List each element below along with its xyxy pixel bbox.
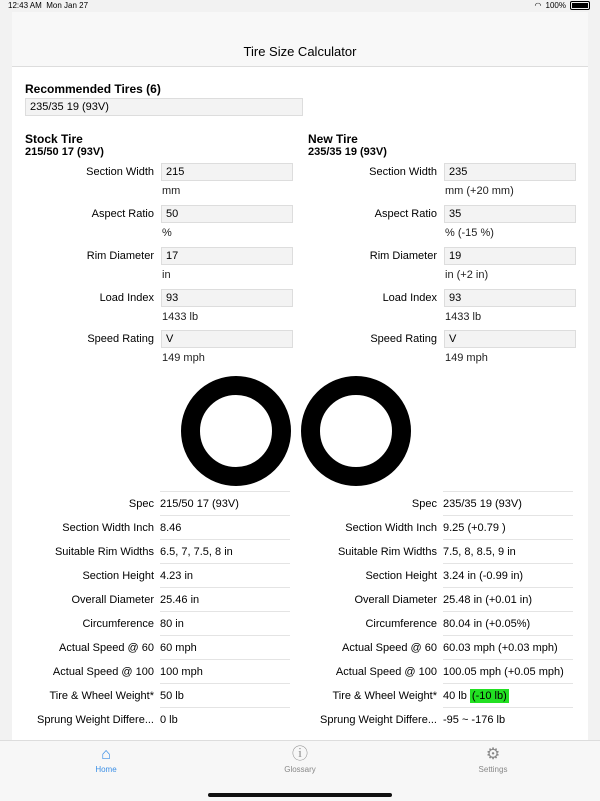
tab-settings-label: Settings [478,765,508,774]
result-left-value: 60 mph [160,635,290,659]
result-left-label: Circumference [82,618,154,630]
stock-rim-diameter-input[interactable]: 17 [161,247,293,265]
result-left-value: 50 lb [160,683,290,707]
new-spec: 235/35 19 (93V) [308,146,387,158]
result-left-value: 80 in [160,611,290,635]
status-bar [0,0,600,12]
result-right-value: 9.25 (+0.79 ) [443,515,573,539]
result-right-label: Tire & Wheel Weight* [332,690,437,702]
result-right-label: Sprung Weight Differe... [320,714,437,726]
result-left-value: 100 mph [160,659,290,683]
result-left-value: 4.23 in [160,563,290,587]
result-right-label: Actual Speed @ 60 [342,642,437,654]
stock-section-width-unit: mm [162,185,181,197]
new-rim-diameter-unit: in (+2 in) [445,269,489,281]
result-right-label: Spec [411,498,437,510]
stock-load-index-unit: 1433 lb [162,311,199,323]
new-section-width-input[interactable]: 235 [444,163,576,181]
stock-load-index-label: Load Index [99,292,154,304]
result-left-label: Suitable Rim Widths [54,546,154,558]
stock-tire-graphic [181,376,291,486]
result-left-label: Tire & Wheel Weight* [49,690,154,702]
stock-speed-rating-unit: 149 mph [162,352,205,364]
stock-rim-diameter-unit: in [162,269,171,281]
new-rim-diameter-label: Rim Diameter [369,250,437,262]
result-left-label: Overall Diameter [71,594,154,606]
stock-speed-rating-input[interactable]: V [161,330,293,348]
result-right-value: -95 ~ -176 lb [443,707,573,731]
new-aspect-ratio-label: Aspect Ratio [374,208,437,220]
new-load-index-unit: 1433 lb [445,311,482,323]
tab-settings[interactable] [453,745,533,774]
weight-diff-badge: (-10 lb) [471,690,507,702]
result-right-value: 235/35 19 (93V) [443,491,573,515]
tab-bar [0,740,600,801]
stock-heading: Stock Tire [25,132,83,146]
stock-rim-diameter-label: Rim Diameter [86,250,154,262]
new-speed-rating-input[interactable]: V [444,330,576,348]
result-left-value: 6.5, 7, 7.5, 8 in [160,539,290,563]
weight-value: 40 lb [443,690,467,702]
stock-aspect-ratio-label: Aspect Ratio [91,208,154,220]
new-section-width-unit: mm (+20 mm) [445,185,514,197]
recommended-select[interactable]: 235/35 19 (93V) [25,98,303,116]
result-right-value: 100.05 mph (+0.05 mph) [443,659,573,683]
result-right-value: 7.5, 8, 8.5, 9 in [443,539,573,563]
new-aspect-ratio-input[interactable]: 35 [444,205,576,223]
nav-bar [12,12,588,67]
wifi-icon: ◠ [534,1,542,10]
stock-aspect-ratio-unit: % [162,227,172,239]
result-right-value: 80.04 in (+0.05%) [443,611,573,635]
result-right-label: Section Height [365,570,437,582]
stock-section-width-input[interactable]: 215 [161,163,293,181]
result-left-value: 215/50 17 (93V) [160,491,290,515]
result-left-label: Actual Speed @ 100 [52,666,154,678]
tab-glossary-label: Glossary [284,765,316,774]
new-speed-rating-label: Speed Rating [370,333,437,345]
new-aspect-ratio-unit: % (-15 %) [445,227,494,239]
page-title: Tire Size Calculator [243,44,357,59]
main-card [12,12,588,740]
result-left-label: Section Width Inch [62,522,154,534]
stock-speed-rating-label: Speed Rating [87,333,154,345]
new-load-index-input[interactable]: 93 [444,289,576,307]
tab-home[interactable] [66,745,146,774]
home-indicator [208,793,392,797]
result-left-label: Spec [128,498,154,510]
result-right-label: Suitable Rim Widths [337,546,437,558]
new-heading: New Tire [308,132,358,146]
stock-load-index-input[interactable]: 93 [161,289,293,307]
stock-aspect-ratio-input[interactable]: 50 [161,205,293,223]
info-icon: ⓘ [291,746,308,763]
stock-spec: 215/50 17 (93V) [25,146,104,158]
result-right-value: 3.24 in (-0.99 in) [443,563,573,587]
stock-section-width-label: Section Width [86,166,154,178]
result-right-label: Actual Speed @ 100 [335,666,437,678]
new-rim-diameter-input[interactable]: 19 [444,247,576,265]
home-icon: ⌂ [101,746,111,763]
status-right [535,1,590,10]
new-load-index-label: Load Index [382,292,437,304]
result-right-value [443,683,573,707]
new-section-width-label: Section Width [369,166,437,178]
result-right-value: 60.03 mph (+0.03 mph) [443,635,573,659]
gear-icon: ⚙ [485,746,501,763]
result-left-label: Actual Speed @ 60 [59,642,154,654]
result-left-value: 25.46 in [160,587,290,611]
battery-icon [570,1,590,10]
result-left-value: 8.46 [160,515,290,539]
result-right-label: Overall Diameter [354,594,437,606]
result-right-label: Circumference [365,618,437,630]
status-time: 12:43 AM Mon Jan 27 [8,1,89,10]
result-right-value: 25.48 in (+0.01 in) [443,587,573,611]
new-tire-graphic [301,376,411,486]
tab-glossary[interactable] [260,745,340,774]
result-left-value: 0 lb [160,707,290,731]
recommended-label: Recommended Tires (6) [25,82,161,96]
new-speed-rating-unit: 149 mph [445,352,488,364]
tab-home-label: Home [95,765,117,774]
result-left-label: Sprung Weight Differe... [37,714,154,726]
battery-label: 100% [545,1,566,10]
result-left-label: Section Height [82,570,154,582]
result-right-label: Section Width Inch [345,522,437,534]
